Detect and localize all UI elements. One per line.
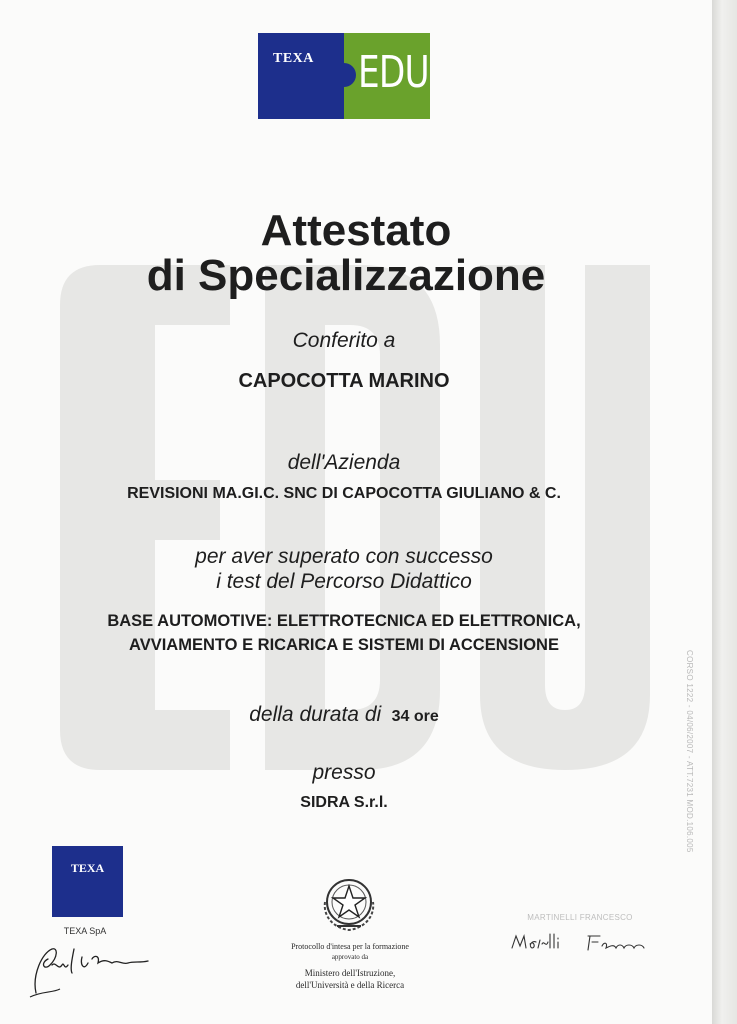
italian-republic-emblem-icon bbox=[319, 872, 379, 934]
duration-row bbox=[0, 703, 700, 727]
texa-logo bbox=[52, 846, 123, 917]
company-label: dell'Azienda bbox=[287, 451, 401, 474]
passed-line2: i test del Percorso Didattico bbox=[216, 570, 472, 593]
texa-edu-logo bbox=[258, 33, 430, 119]
signer-name: MARTINELLI FRANCESCO bbox=[527, 913, 633, 922]
certificate-title-line2: di Specializzazione bbox=[146, 251, 546, 300]
ministry-line1: Ministero dell'Istruzione, bbox=[304, 968, 396, 978]
course-line1: BASE AUTOMOTIVE: ELETTROTECNICA ED ELETTRONICA, bbox=[107, 612, 581, 630]
presso-label: presso bbox=[312, 761, 376, 784]
texa-company-label: TEXA SpA bbox=[63, 926, 107, 936]
side-course-code: CORSO 1222 - 04/06/2007 - ATT.7231 MOD.106.005 bbox=[685, 650, 694, 853]
company-name: REVISIONI MA.GI.C. SNC DI CAPOCOTTA GIULIANO & C. bbox=[127, 485, 561, 502]
ministry-line2: dell'Università e della Ricerca bbox=[295, 980, 405, 990]
passed-line1: per aver superato con successo bbox=[195, 545, 493, 568]
duration-value: 34 ore bbox=[391, 708, 439, 725]
course-line2: AVVIAMENTO E RICARICA E SISTEMI DI ACCENSIONE bbox=[129, 636, 559, 654]
protocol-line1: Protocollo d'intesa per la formazione bbox=[291, 942, 409, 951]
texa-signature bbox=[22, 935, 157, 1005]
duration-label: della durata di bbox=[249, 703, 382, 726]
logo-brand-text: TEXA bbox=[273, 51, 314, 66]
recipient-name: CAPOCOTTA MARINO bbox=[238, 370, 450, 392]
logo-product-text: EDU bbox=[358, 47, 429, 98]
conferred-label: Conferito a bbox=[292, 329, 396, 352]
signer-signature bbox=[508, 928, 653, 956]
texa-logo-text: TEXA bbox=[70, 861, 105, 875]
presso-value: SIDRA S.r.l. bbox=[300, 794, 388, 811]
page-edge bbox=[712, 0, 737, 1024]
certificate-title-line1: Attestato bbox=[260, 206, 452, 255]
protocol-line2: approvato da bbox=[331, 953, 369, 961]
